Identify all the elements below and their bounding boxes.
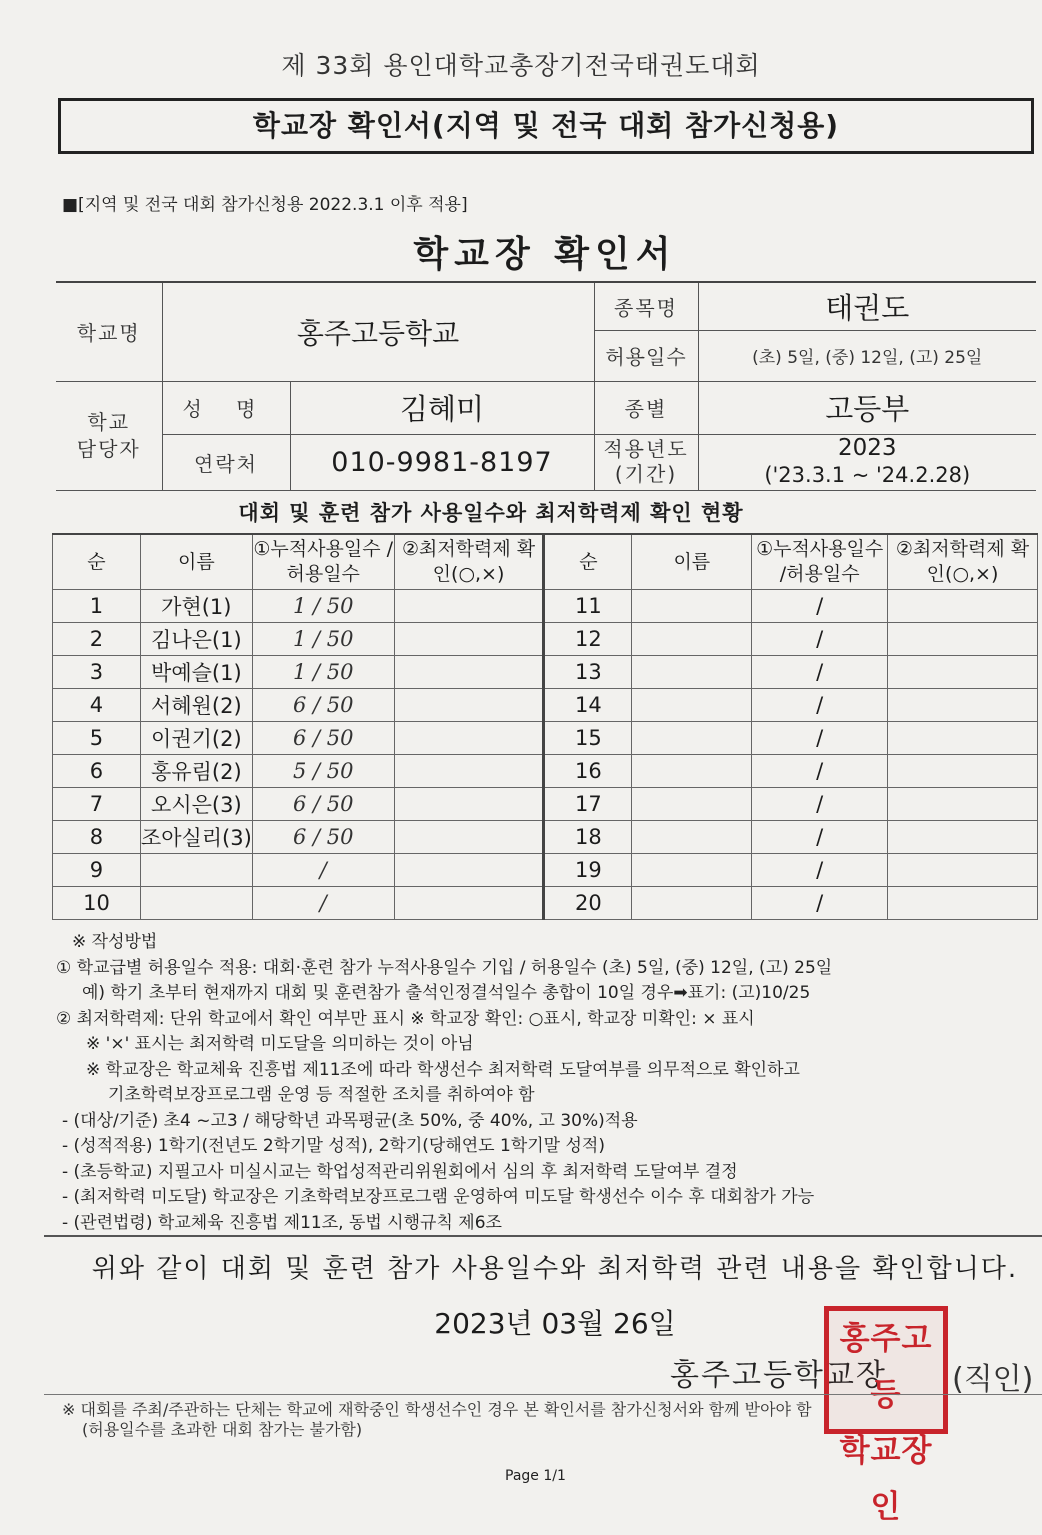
roster-usage: / <box>752 788 888 821</box>
roster-row <box>53 623 1038 656</box>
school-name-value: 홍주고등학교 <box>162 282 594 381</box>
roster-usage: / <box>752 755 888 788</box>
roster-name: 오시은(3) <box>140 788 252 821</box>
name-value: 김혜미 <box>290 381 594 434</box>
roster-name <box>632 887 752 920</box>
roster-name: 서혜원(2) <box>140 689 252 722</box>
roster-check <box>888 755 1038 788</box>
guide-line: - (최저학력 미도달) 학교장은 기초학력보장프로그램 운영하여 미도달 학생선수 이수 후 대회참가 가능 <box>62 1187 815 1207</box>
roster-name: 박예슬(1) <box>140 656 252 689</box>
roster-check <box>888 590 1038 623</box>
roster-usage: / <box>252 854 394 887</box>
confirmation-statement: 위와 같이 대회 및 훈련 참가 사용일수와 최저학력 관련 내용을 확인합니다. <box>91 1254 1019 1284</box>
col-header-usage: ①누적사용일수 /허용일수 <box>752 534 888 590</box>
roster-usage: / <box>752 590 888 623</box>
footnote <box>62 1400 1037 1440</box>
year-label: 적용년도 (기간) <box>594 434 698 490</box>
roster-no: 15 <box>544 722 632 755</box>
roster-row <box>53 590 1038 623</box>
school-info-table <box>56 281 1036 491</box>
roster-no: 20 <box>544 887 632 920</box>
roster-table <box>52 533 1038 920</box>
guide-line: ※ '×' 표시는 최저학력 미도달을 의미하는 것이 아님 <box>86 1034 474 1054</box>
guide-line: ① 학교급별 허용일수 적용: 대회·훈련 참가 누적사용일수 기입 / 허용일수 (초) 5일, (중) 12일, (고) 25일 <box>56 957 833 978</box>
roster-name: 이권기(2) <box>140 722 252 755</box>
roster-usage: / <box>752 623 888 656</box>
roster-usage: 6 / 50 <box>252 821 394 854</box>
roster-check <box>394 755 544 788</box>
page-number: Page 1/1 <box>505 1468 566 1484</box>
roster-name: 홍유림(2) <box>140 755 252 788</box>
guide-line: 예) 학기 초부터 현재까지 대회 및 훈련참가 출석인정결석일수 총합이 10일 경우➡표기: (고)10/25 <box>82 983 811 1003</box>
roster-check <box>394 656 544 689</box>
roster-usage: / <box>752 689 888 722</box>
seal-label: (직인) <box>952 1362 1034 1397</box>
roster-usage: / <box>752 656 888 689</box>
roster-row <box>53 722 1038 755</box>
signer-name: 홍주고등학교장 <box>670 1358 887 1393</box>
roster-row <box>53 854 1038 887</box>
guide-line: - (초등학교) 지필고사 미실시교는 학업성적관리위원회에서 심의 후 최저학력 도달여부 결정 <box>62 1161 738 1182</box>
document-banner: 학교장 확인서(지역 및 전국 대회 참가신청용) <box>58 98 1034 154</box>
category-value: 고등부 <box>698 381 1036 434</box>
roster-no: 17 <box>544 788 632 821</box>
col-header-no: 순 <box>53 534 141 590</box>
roster-no: 11 <box>544 590 632 623</box>
guide-line: ※ 학교장은 학교체육 진흥법 제11조에 따라 학생선수 최저학력 도달여부를 의무적으로 확인하고 <box>86 1059 800 1080</box>
col-header-usage: ①누적사용일수 /허용일수 <box>252 534 394 590</box>
phone-label: 연락처 <box>162 434 290 490</box>
roster-no: 10 <box>53 887 141 920</box>
roster-name <box>632 590 752 623</box>
divider <box>44 1394 1042 1395</box>
roster-check <box>394 887 544 920</box>
roster-name: 김나은(1) <box>140 623 252 656</box>
roster-name: 조아실리(3) <box>140 821 252 854</box>
roster-name <box>632 854 752 887</box>
category-label: 종별 <box>594 381 698 434</box>
roster-check <box>394 854 544 887</box>
col-header-no: 순 <box>544 534 632 590</box>
roster-no: 13 <box>544 656 632 689</box>
col-header-name: 이름 <box>140 534 252 590</box>
document-title: 학교장 확인서 <box>413 234 677 275</box>
roster-no: 5 <box>53 722 141 755</box>
col-header-check: ②최저학력제 확인(○,×) <box>394 534 544 590</box>
roster-usage: / <box>752 887 888 920</box>
roster-name: 가현(1) <box>140 590 252 623</box>
roster-usage: 1 / 50 <box>252 656 394 689</box>
roster-no: 14 <box>544 689 632 722</box>
roster-row <box>53 755 1038 788</box>
guide-line: ② 최저학력제: 단위 학교에서 확인 여부만 표시 ※ 학교장 확인: ○표시, 학교장 미확인: × 표시 <box>56 1008 755 1029</box>
school-name-label: 학교명 <box>56 282 162 381</box>
roster-check <box>888 821 1038 854</box>
roster-check <box>888 854 1038 887</box>
roster-name <box>632 689 752 722</box>
divider <box>44 1235 1042 1237</box>
roster-no: 16 <box>544 755 632 788</box>
application-notice: ■[지역 및 전국 대회 참가신청용 2022.3.1 이후 적용] <box>62 195 468 215</box>
roster-check <box>394 722 544 755</box>
roster-no: 1 <box>53 590 141 623</box>
roster-row <box>53 689 1038 722</box>
event-title: 제 33회 용인대학교총장기전국태권도대회 <box>281 51 761 80</box>
phone-value: 010-9981-8197 <box>290 434 594 490</box>
roster-no: 18 <box>544 821 632 854</box>
roster-heading: 대회 및 훈련 참가 사용일수와 최저학력제 확인 현황 <box>238 501 744 525</box>
guide-line: - (성적적용) 1학기(전년도 2학기말 성적), 2학기(당해연도 1학기말 성적) <box>62 1136 605 1156</box>
roster-row <box>53 788 1038 821</box>
roster-no: 3 <box>53 656 141 689</box>
period-value: ('23.3.1 ~ '24.2.28) <box>764 463 971 487</box>
roster-check <box>888 656 1038 689</box>
roster-no: 19 <box>544 854 632 887</box>
roster-check <box>888 788 1038 821</box>
roster-usage: 6 / 50 <box>252 788 394 821</box>
guide-title: ※ 작성방법 <box>72 932 158 952</box>
roster-no: 4 <box>53 689 141 722</box>
roster-name <box>632 788 752 821</box>
roster-usage: 6 / 50 <box>252 689 394 722</box>
roster-usage: 6 / 50 <box>252 722 394 755</box>
roster-no: 7 <box>53 788 141 821</box>
roster-name <box>140 854 252 887</box>
col-header-check: ②최저학력제 확인(○,×) <box>888 534 1038 590</box>
roster-check <box>394 788 544 821</box>
roster-no: 8 <box>53 821 141 854</box>
allowed-days-label: 허용일수 <box>594 330 698 381</box>
roster-no: 12 <box>544 623 632 656</box>
col-header-name: 이름 <box>632 534 752 590</box>
roster-row <box>53 821 1038 854</box>
guide-line: 기초학력보장프로그램 운영 등 적절한 조치를 취하여야 함 <box>108 1085 535 1105</box>
roster-row <box>53 887 1038 920</box>
roster-no: 9 <box>53 854 141 887</box>
roster-usage: / <box>752 722 888 755</box>
guide-line: - (대상/기준) 초4 ~고3 / 해당학년 과목평균(초 50%, 중 40%, 고 30%)적용 <box>62 1110 638 1131</box>
roster-usage: / <box>252 887 394 920</box>
roster-check <box>394 590 544 623</box>
year-value: 2023 <box>837 435 897 461</box>
roster-check <box>394 623 544 656</box>
document-date: 2023년 03월 26일 <box>434 1307 676 1340</box>
guide-line: - (관련법령) 학교체육 진흥법 제11조, 동법 시행규칙 제6조 <box>62 1212 502 1233</box>
roster-usage: 1 / 50 <box>252 623 394 656</box>
roster-usage: 5 / 50 <box>252 755 394 788</box>
roster-check <box>888 722 1038 755</box>
sport-label: 종목명 <box>594 282 698 330</box>
roster-usage: 1 / 50 <box>252 590 394 623</box>
roster-name <box>140 887 252 920</box>
roster-name <box>632 722 752 755</box>
sport-value: 태권도 <box>698 282 1036 330</box>
roster-name <box>632 755 752 788</box>
roster-name <box>632 821 752 854</box>
roster-usage: / <box>752 854 888 887</box>
seal-text: 학교장인 <box>839 1433 933 1525</box>
contact-person-label: 학교 담당자 <box>56 381 162 490</box>
footnote-line: (허용일수를 초과한 대회 참가는 불가함) <box>82 1420 363 1439</box>
roster-name <box>632 656 752 689</box>
roster-no: 6 <box>53 755 141 788</box>
allowed-days-value: (초) 5일, (중) 12일, (고) 25일 <box>698 330 1036 381</box>
roster-usage: / <box>752 821 888 854</box>
roster-row <box>53 656 1038 689</box>
seal-text: 홍주고등 <box>839 1321 933 1413</box>
footnote-line: ※ 대회를 주최/주관하는 단체는 학교에 재학중인 학생선수인 경우 본 확인서를 참가신청서와 함께 받아야 함 <box>62 1400 812 1419</box>
roster-name <box>632 623 752 656</box>
roster-no: 2 <box>53 623 141 656</box>
roster-check <box>394 689 544 722</box>
roster-check <box>888 887 1038 920</box>
roster-check <box>888 689 1038 722</box>
roster-check <box>888 623 1038 656</box>
writing-guide <box>56 930 1036 1236</box>
name-label: 성 명 <box>162 381 290 434</box>
roster-check <box>394 821 544 854</box>
